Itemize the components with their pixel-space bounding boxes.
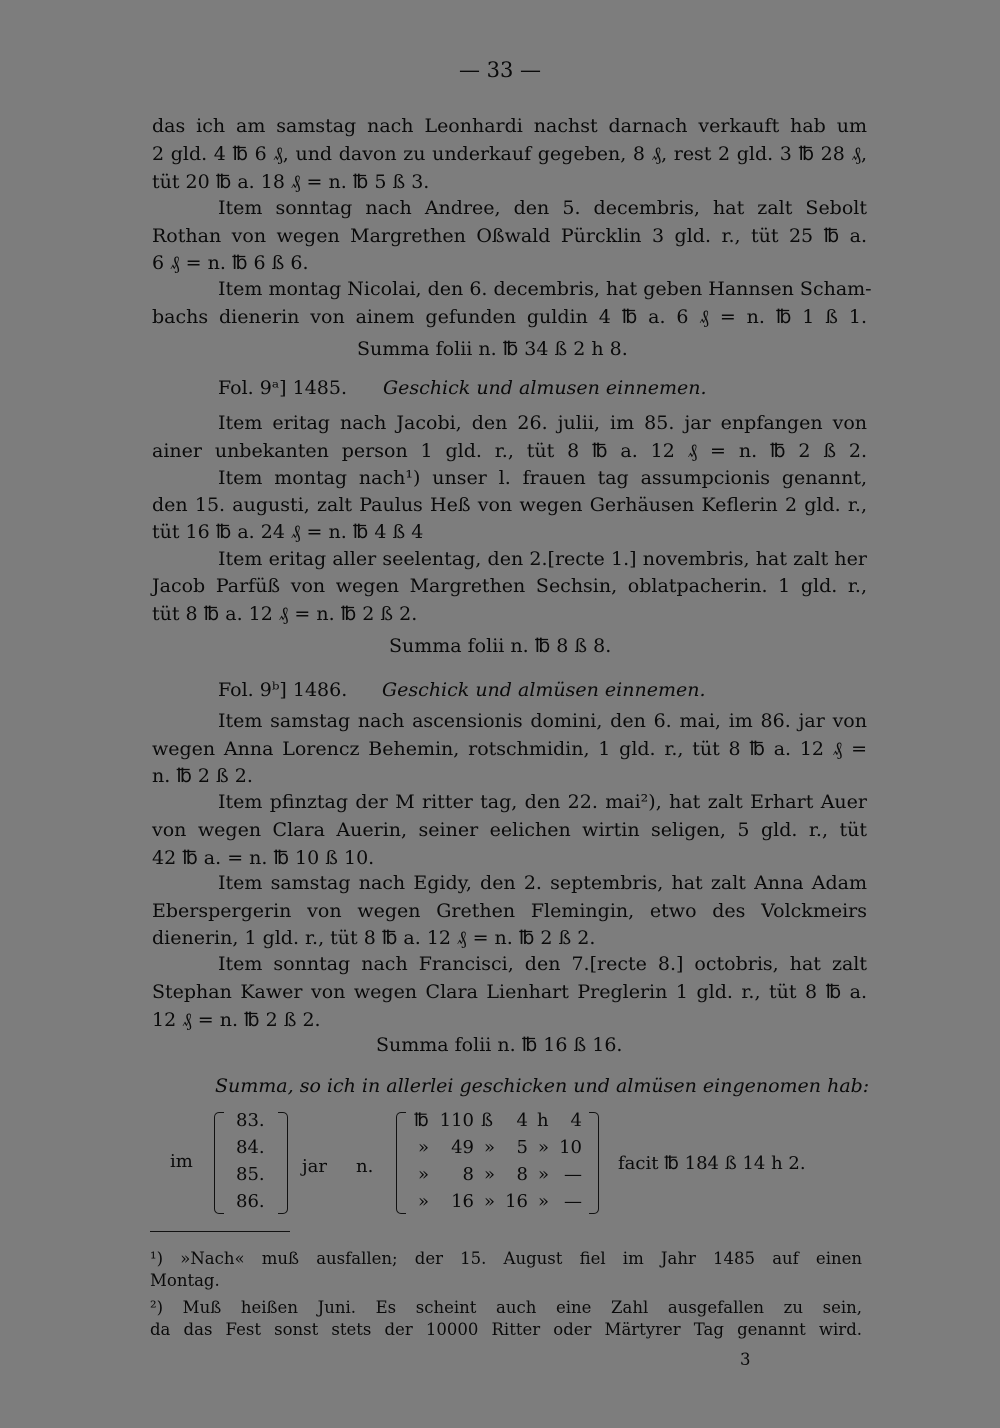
amount-s: 8 xyxy=(516,1164,528,1185)
text-line: 42 ℔ a. = n. ℔ 10 ß 10. xyxy=(152,847,375,869)
amount-h: — xyxy=(564,1164,582,1185)
amount-h: — xyxy=(564,1191,582,1212)
text-line: 6 ₰ = n. ℔ 6 ß 6. xyxy=(152,252,309,274)
year-cell: 86. xyxy=(236,1191,265,1212)
text-line: ainer unbekanten person 1 gld. r., tüt 8 ℔ a. 12 ₰ = n. ℔ 2 ß 2. xyxy=(152,440,867,462)
right-brace xyxy=(589,1112,599,1214)
text-line: Item samstag nach ascensionis domini, den 6. mai, im 86. jar von xyxy=(218,710,867,732)
year-cell: 84. xyxy=(236,1137,265,1158)
signature-mark: 3 xyxy=(740,1350,751,1369)
folio-sum: Summa folii n. ℔ 34 ß 2 h 8. xyxy=(357,338,628,360)
footnote-line: ¹) »Nach« muß ausfallen; der 15. August fiel im Jahr 1485 auf einen xyxy=(150,1249,862,1268)
text-line: wegen Anna Lorencz Behemin, rotschmidin, 1 gld. r., tüt 8 ℔ a. 12 ₰ = xyxy=(152,738,867,760)
left-brace xyxy=(214,1112,224,1214)
text-line: Item samstag nach Egidy, den 2. septembris, hat zalt Anna Adam xyxy=(218,872,867,894)
summa-heading: Summa, so ich in allerlei geschicken und almüsen eingenomen hab: xyxy=(215,1075,870,1097)
text-line: Item montag nach¹) unser l. frauen tag assumpcionis genannt, xyxy=(218,467,867,489)
section-folio: Fol. 9ᵇ] 1486. xyxy=(218,679,348,701)
amount-s-marker: » xyxy=(484,1164,496,1185)
amount-s: 5 xyxy=(516,1137,528,1158)
text-line: Eberspergerin von wegen Grethen Flemingin, etwo des Volckmeirs xyxy=(152,900,867,922)
text-line: Rothan von wegen Margrethen Oßwald Pürcklin 3 gld. r., tüt 25 ℔ a. xyxy=(152,225,867,247)
amount-lb: 110 xyxy=(439,1110,474,1131)
text-line: Stephan Kawer von wegen Clara Lienhart Preglerin 1 gld. r., tüt 8 ℔ a. xyxy=(152,981,867,1003)
text-line: von wegen Clara Auerin, seiner eelichen wirtin seligen, 5 gld. r., tüt xyxy=(152,819,867,841)
text-line: Item sonntag nach Francisci, den 7.[recte 8.] octobris, hat zalt xyxy=(218,953,867,975)
text-line: Item montag Nicolai, den 6. decembris, hat geben Hannsen Scham- xyxy=(218,278,872,300)
amount-lb-marker: » xyxy=(418,1137,430,1158)
text-line: das ich am samstag nach Leonhardi nachst darnach verkauft hab um xyxy=(152,115,867,137)
footnote-line: da das Fest sonst stets der 10000 Ritter oder Märtyrer Tag genannt wird. xyxy=(150,1320,862,1339)
text-line: tüt 16 ℔ a. 24 ₰ = n. ℔ 4 ß 4 xyxy=(152,521,424,543)
text-line: den 15. augusti, zalt Paulus Heß von wegen Gerhäusen Keflerin 2 gld. r., xyxy=(152,494,867,516)
text-line: dienerin, 1 gld. r., tüt 8 ℔ a. 12 ₰ = n. ℔ 2 ß 2. xyxy=(152,927,596,949)
amount-h-marker: » xyxy=(538,1191,550,1212)
amount-h-marker: h xyxy=(537,1110,549,1131)
amount-h-marker: » xyxy=(538,1164,550,1185)
right-brace xyxy=(278,1112,288,1214)
amount-lb-marker: ℔ xyxy=(414,1110,429,1131)
left-brace xyxy=(396,1112,406,1214)
facit-total: facit ℔ 184 ß 14 h 2. xyxy=(618,1153,806,1174)
text-line: Item eritag nach Jacobi, den 26. julii, im 85. jar enpfangen von xyxy=(218,412,867,434)
folio-sum: Summa folii n. ℔ 8 ß 8. xyxy=(389,635,612,657)
text-line: 2 gld. 4 ℔ 6 ₰, und davon zu underkauf gegeben, 8 ₰, rest 2 gld. 3 ℔ 28 ₰, xyxy=(152,143,867,165)
text-line: 12 ₰ = n. ℔ 2 ß 2. xyxy=(152,1009,321,1031)
footnote-rule xyxy=(150,1231,290,1232)
amount-lb-marker: » xyxy=(418,1164,430,1185)
table-jar: jar xyxy=(302,1156,327,1177)
text-line: tüt 8 ℔ a. 12 ₰ = n. ℔ 2 ß 2. xyxy=(152,603,418,625)
amount-s-marker: » xyxy=(484,1137,496,1158)
folio-sum: Summa folii n. ℔ 16 ß 16. xyxy=(376,1034,623,1056)
section-heading: Geschick und almüsen einnemen. xyxy=(382,679,706,701)
section-heading: Geschick und almusen einnemen. xyxy=(383,377,707,399)
text-line: n. ℔ 2 ß 2. xyxy=(152,765,253,787)
text-line: Item pfinztag der M ritter tag, den 22. mai²), hat zalt Erhart Auer xyxy=(218,791,867,813)
year-cell: 85. xyxy=(236,1164,265,1185)
section-folio: Fol. 9ᵃ] 1485. xyxy=(218,377,348,399)
amount-lb: 8 xyxy=(462,1164,474,1185)
year-cell: 83. xyxy=(236,1110,265,1131)
amount-h: 10 xyxy=(559,1137,582,1158)
text-line: Item sonntag nach Andree, den 5. decembris, hat zalt Sebolt xyxy=(218,197,867,219)
table-n: n. xyxy=(356,1156,374,1177)
text-line: bachs dienerin von ainem gefunden guldin 4 ℔ a. 6 ₰ = n. ℔ 1 ß 1. xyxy=(152,306,867,328)
page-number: — 33 — xyxy=(458,58,542,82)
amount-h: 4 xyxy=(570,1110,582,1131)
table-im: im xyxy=(170,1151,193,1172)
amount-lb: 49 xyxy=(451,1137,474,1158)
footnote-line: ²) Muß heißen Juni. Es scheint auch eine Zahl ausgefallen zu sein, xyxy=(150,1298,862,1317)
text-line: Item eritag aller seelentag, den 2.[recte 1.] novembris, hat zalt her xyxy=(218,548,867,570)
amount-s-marker: » xyxy=(484,1191,496,1212)
text-line: Jacob Parfüß von wegen Margrethen Sechsin, oblatpacherin. 1 gld. r., xyxy=(152,575,867,597)
footnote-line: Montag. xyxy=(150,1271,220,1290)
amount-s: 16 xyxy=(505,1191,528,1212)
amount-s: 4 xyxy=(516,1110,528,1131)
amount-s-marker: ß xyxy=(481,1110,494,1131)
amount-lb-marker: » xyxy=(418,1191,430,1212)
amount-h-marker: » xyxy=(538,1137,550,1158)
amount-lb: 16 xyxy=(451,1191,474,1212)
text-line: tüt 20 ℔ a. 18 ₰ = n. ℔ 5 ß 3. xyxy=(152,171,430,193)
